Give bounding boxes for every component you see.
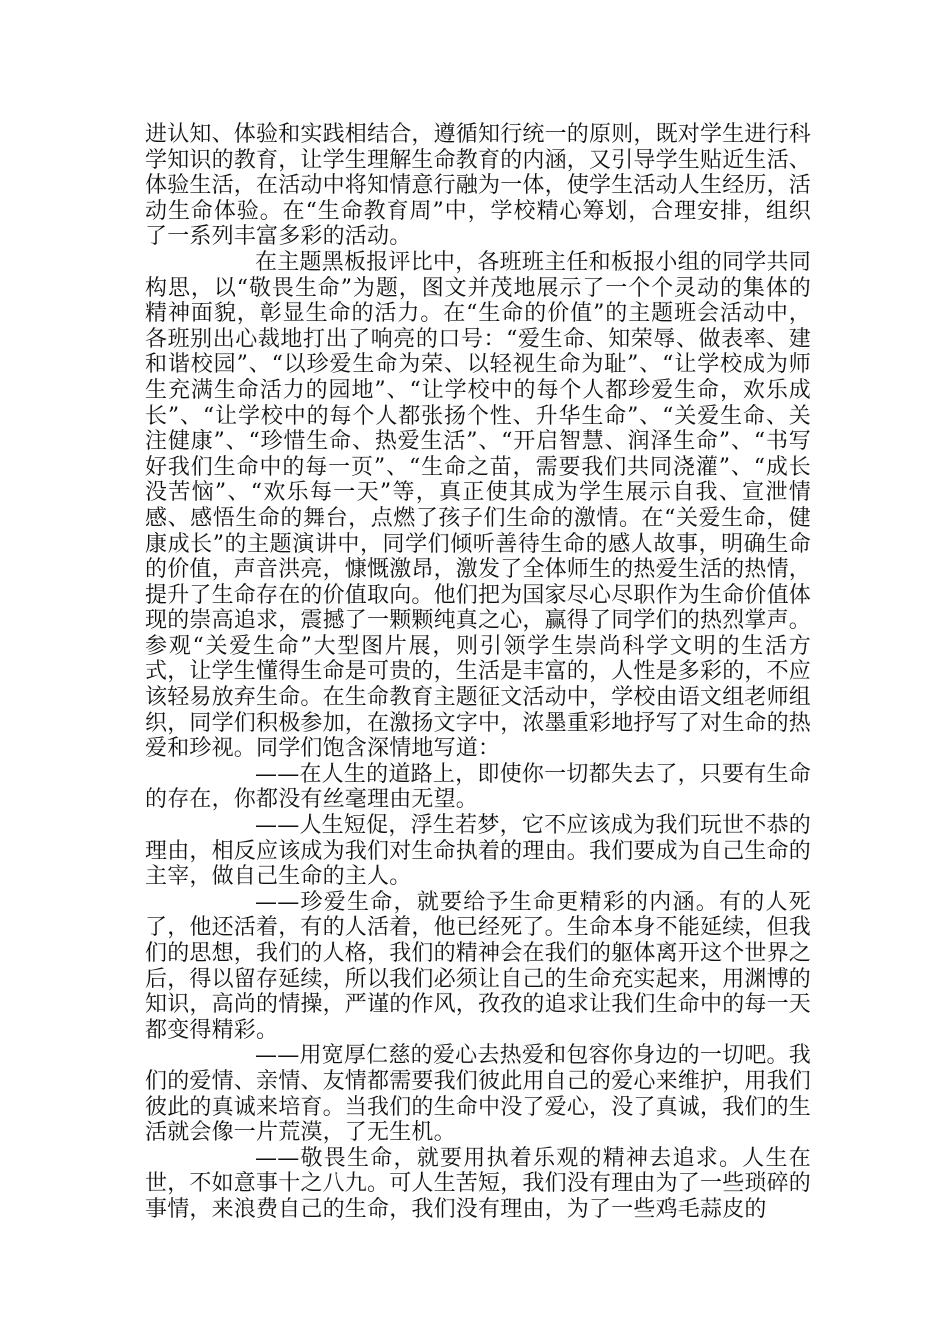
paragraph-quote-3: ——珍爱生命，就要给予生命更精彩的内涵。有的人死了，他还活着，有的人活着，他已经死了。生命本身不能延续，但我们的思想，我们的人格，我们的精神会在我们的躯体离开这个世界之后，得以留存延续，所以我们必须让自己的生命充实起来，用渊博的知识，高尚的情操，严谨的作风，孜孜的追求让我们生命中的每一天都变得精彩。 <box>145 889 812 1043</box>
document-page <box>145 122 811 1223</box>
paragraph-quote-5: ——敬畏生命，就要用执着乐观的精神去追求。人生在世，不如意事十之八九。可人生苦短，我们没有理由为了一些琐碎的事情，来浪费自己的生命，我们没有理由，为了一些鸡毛蒜皮的 <box>145 1145 812 1222</box>
paragraph-quote-2: ——人生短促，浮生若梦，它不应该成为我们玩世不恭的理由，相反应该成为我们对生命执着的理由。我们要成为自己生命的主宰，做自己生命的主人。 <box>145 813 812 890</box>
paragraph-intro-continuation: 进认知、体验和实践相结合，遵循知行统一的原则，既对学生进行科学知识的教育，让学生理解生命教育的内涵，又引导学生贴近生活、体验生活，在活动中将知情意行融为一体，使学生活动人生经历，活动生命体验。在“生命教育周”中，学校精心筹划，合理安排，组织了一系列丰富多彩的活动。 <box>145 122 812 250</box>
paragraph-quote-1: ——在人生的道路上，即使你一切都失去了，只要有生命的存在，你都没有丝毫理由无望。 <box>145 761 811 813</box>
paragraph-quote-4: ——用宽厚仁慈的爱心去热爱和包容你身边的一切吧。我们的爱情、亲情、友情都需要我们彼此用自己的爱心来维护，用我们彼此的真诚来培育。当我们的生命中没了爱心，没了真诚，我们的生活就会像一片荒漠，了无生机。 <box>145 1043 812 1146</box>
paragraph-activities: 在主题黑板报评比中，各班班主任和板报小组的同学共同构思，以“敬畏生命”为题，图文并茂地展示了一个个灵动的集体的精神面貌，彰显生命的活力。在“生命的价值”的主题班会活动中，各班别出心裁地打出了响亮的口号：“爱生命、知荣辱、做表率、建和谐校园”、“以珍爱生命为荣、以轻视生命为耻”、“让学校成为师生充满生命活力的园地”、“让学校中的每个人都珍爱生命，欢乐成长”、“让学校中的每个人都张扬个性、升华生命”、“关爱生命、关注健康”、“珍惜生命、热爱生活”、“开启智慧、润泽生命”、“书写好我们生命中的每一页”、“生命之苗，需要我们共同浇灌”、“成长没苦恼”、“欢乐每一天”等，真正使其成为学生展示自我、宣泄情感、感悟生命的舞台，点燃了孩子们生命的激情。在“关爱生命，健康成长”的主题演讲中，同学们倾听善待生命的感人故事，明确生命的价值，声音洪亮，慷慨激昂，激发了全体师生的热爱生活的热情，提升了生命存在的价值取向。他们把为国家尽心尽职作为生命价值体现的崇高追求，震撼了一颗颗纯真之心，赢得了同学们的热烈掌声。参观“关爱生命”大型图片展，则引领学生崇尚科学文明的生活方式，让学生懂得生命是可贵的，生活是丰富的，人性是多彩的，不应该轻易放弃生命。在生命教育主题征文活动中，学校由语文组老师组织，同学们积极参加，在激扬文字中，浓墨重彩地抒写了对生命的热爱和珍视。同学们饱含深情地写道： <box>145 249 812 762</box>
